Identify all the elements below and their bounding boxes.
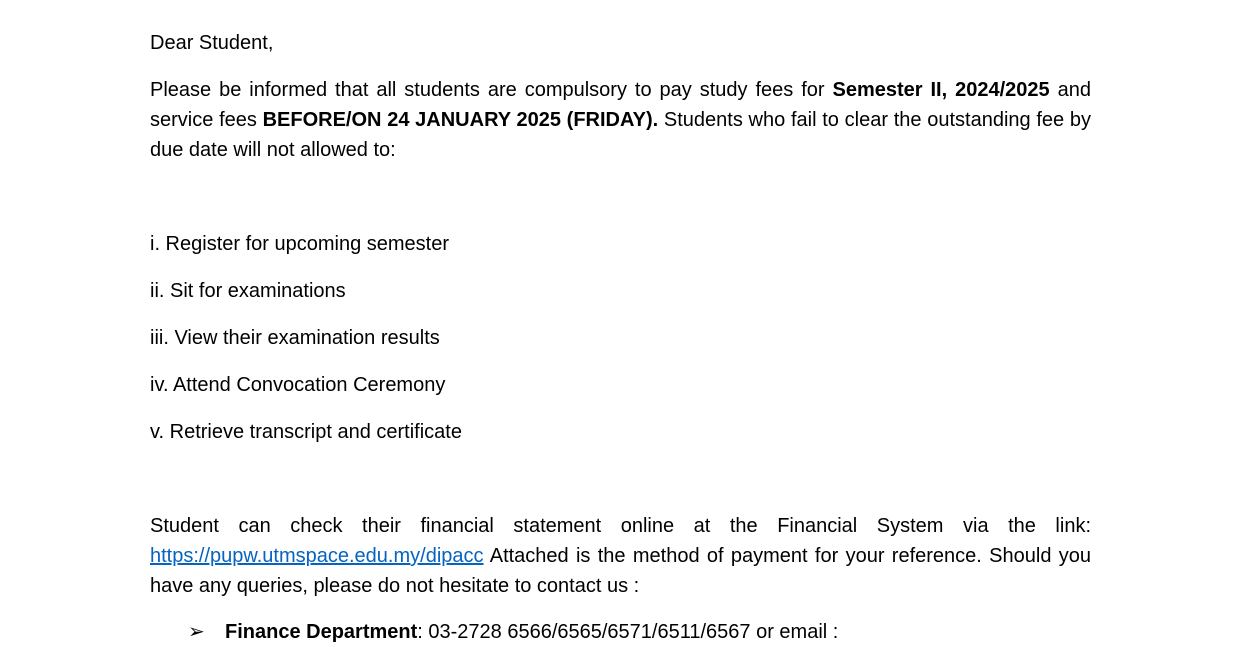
- notice-semester: Semester II, 2024/2025: [832, 79, 1050, 101]
- contact-line: [225, 617, 838, 647]
- statement-text-1: Student can check their financial statement online at the Financial System via the link:: [150, 515, 1091, 537]
- finance-contact-text: : 03-2728 6566/6565/6571/6511/6567 or email :: [417, 621, 839, 643]
- restriction-item: iii. View their examination results: [150, 327, 440, 349]
- restriction-item: i. Register for upcoming semester: [150, 233, 450, 255]
- notice-deadline: BEFORE/ON 24 JANUARY 2025 (FRIDAY).: [262, 109, 659, 131]
- restriction-item: v. Retrieve transcript and certificate: [150, 421, 462, 443]
- financial-statement-paragraph: [150, 511, 1091, 601]
- fee-notice-paragraph: [150, 75, 1091, 165]
- greeting: Dear Student,: [150, 32, 274, 54]
- notice-text-3: Students who fail to clear the outstanding fee by due date will not allowed to:: [150, 109, 1092, 161]
- finance-department-label: Finance Department: [225, 621, 418, 643]
- notice-text-1: Please be informed that all students are compulsory to pay study fees for: [150, 79, 833, 101]
- financial-system-link[interactable]: https://pupw.utmspace.edu.my/dipacc: [150, 545, 484, 567]
- statement-text-2: Attached is the method of payment for your reference. Should you have any queries, please do not hesitate to contact us :: [150, 545, 1091, 597]
- arrow-bullet-icon: ➢: [188, 621, 205, 643]
- notice-text-2: and service fees: [150, 79, 1091, 131]
- restriction-item: iv. Attend Convocation Ceremony: [150, 374, 446, 396]
- restriction-item: ii. Sit for examinations: [150, 280, 346, 302]
